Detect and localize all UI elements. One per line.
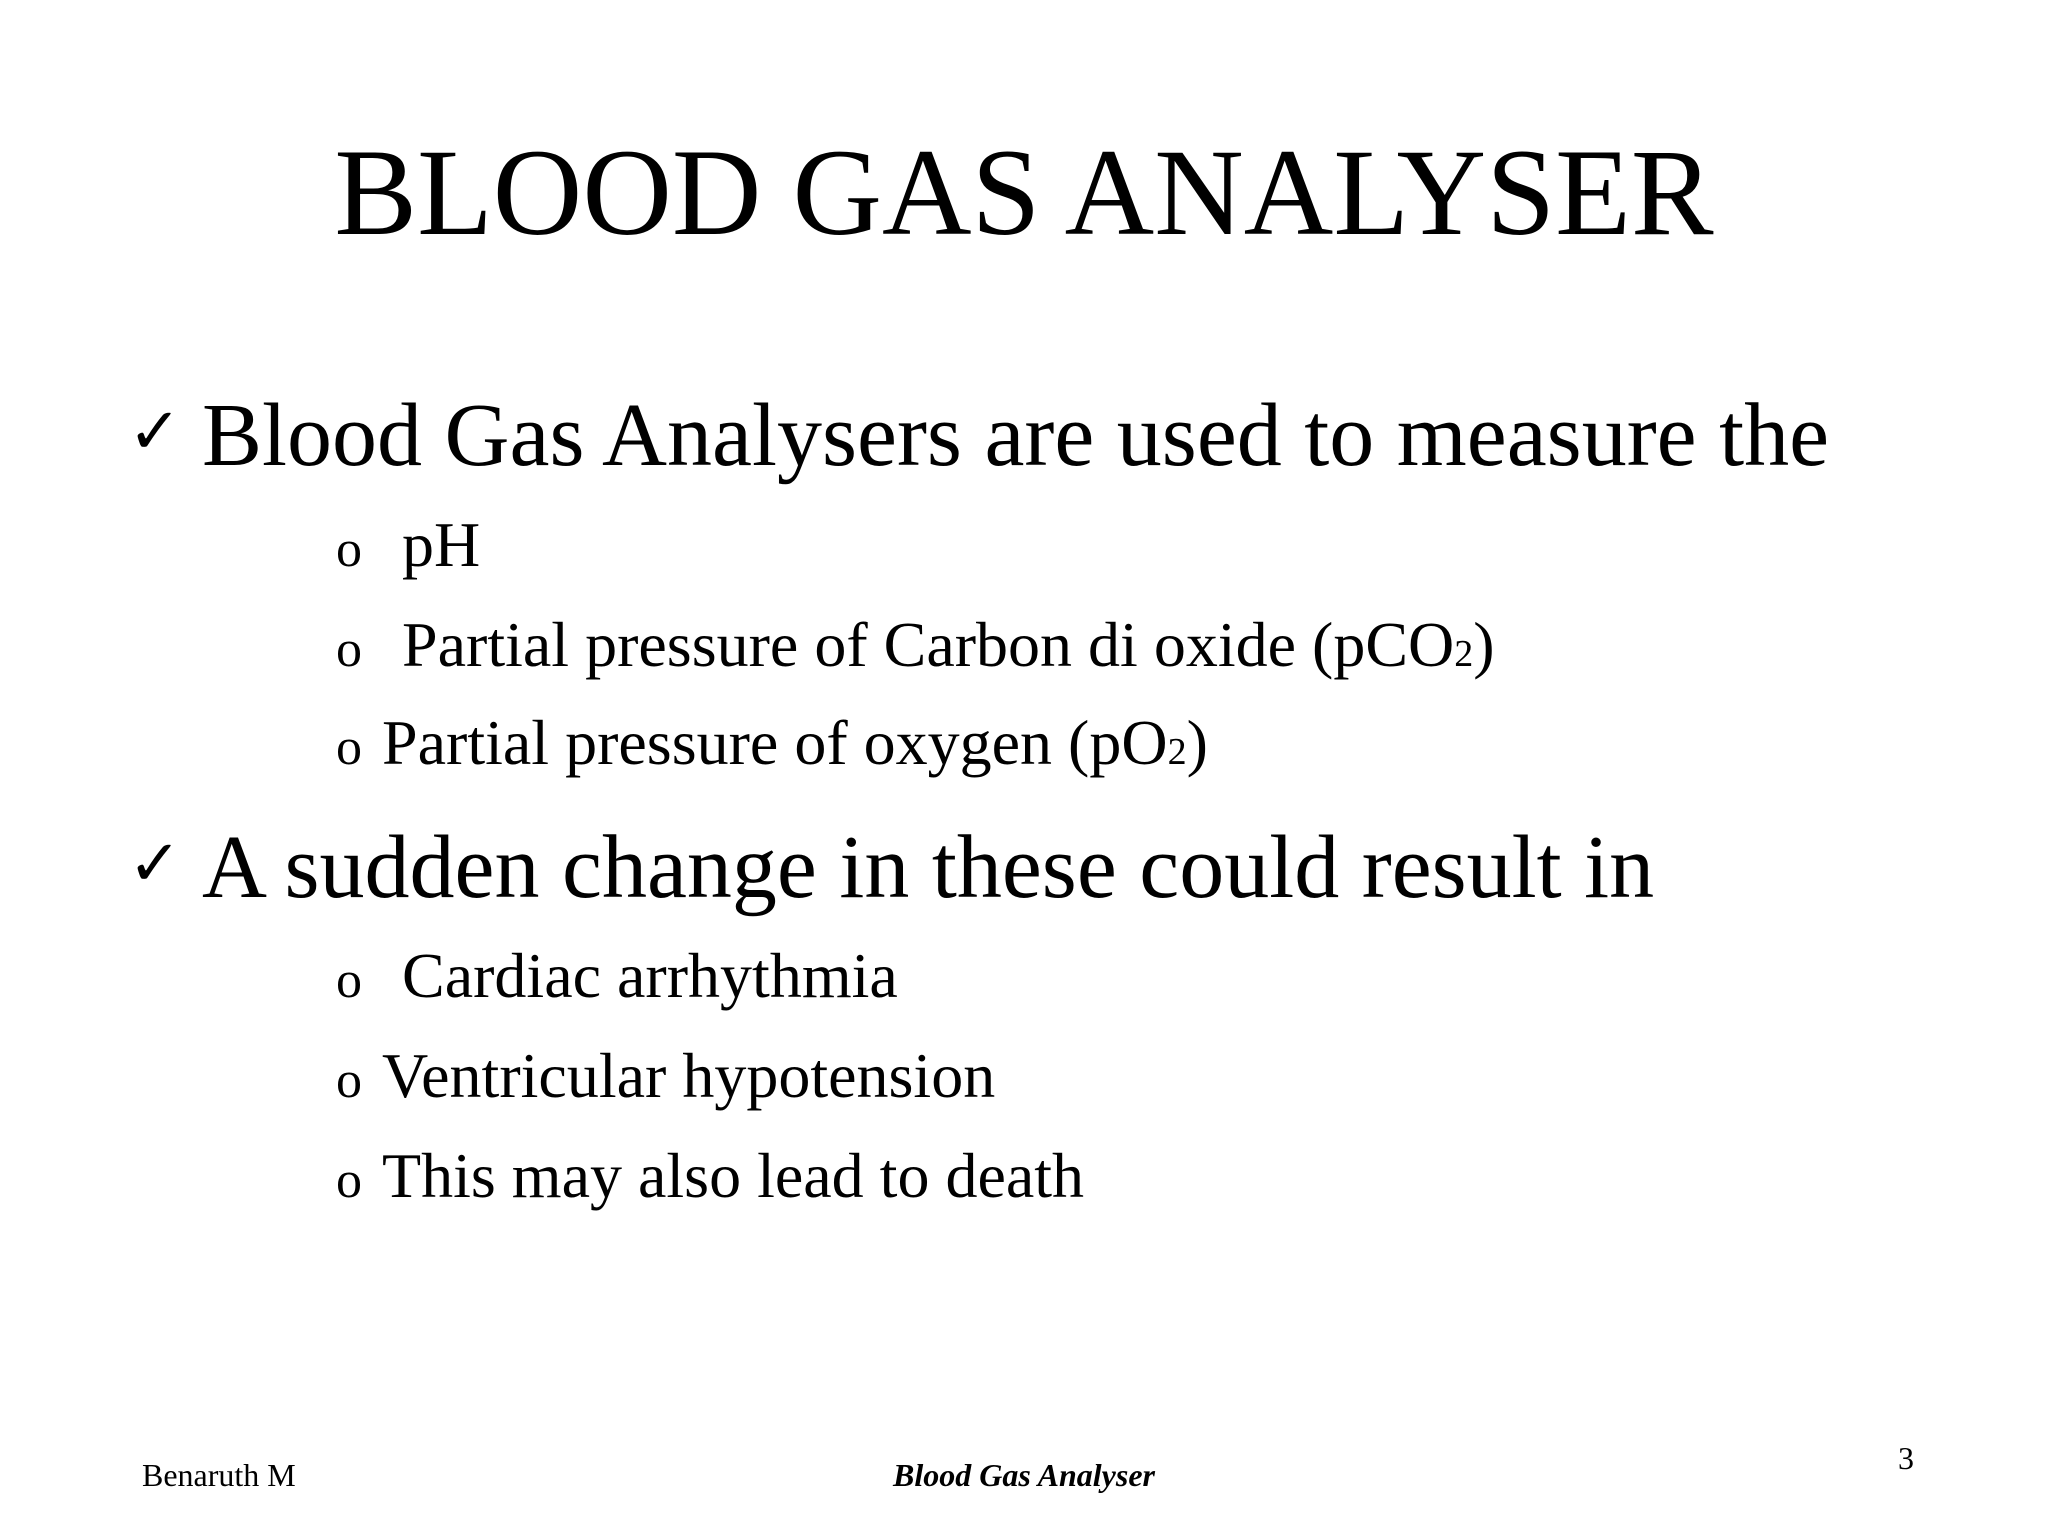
footer-topic: Blood Gas Analyser xyxy=(893,1457,1155,1493)
sub-item-suffix: ) xyxy=(1186,707,1208,778)
sub-item-text: pH xyxy=(402,509,481,580)
bullet-item xyxy=(128,814,1654,918)
footer-author: Benaruth M xyxy=(142,1457,296,1493)
check-icon: ✓ xyxy=(128,396,182,467)
subscript: 2 xyxy=(1167,731,1187,773)
sub-item xyxy=(336,1138,1084,1219)
circle-bullet-icon: o xyxy=(336,952,362,1009)
bullet-text: Blood Gas Analysers are used to measure the xyxy=(202,386,1830,485)
sub-item-suffix: ) xyxy=(1473,609,1495,680)
circle-bullet-icon: o xyxy=(336,521,362,578)
circle-bullet-icon: o xyxy=(336,621,362,678)
sub-item xyxy=(336,705,1208,790)
page-number: 3 xyxy=(1898,1440,1914,1476)
sub-item-text: Partial pressure of oxygen (pO xyxy=(382,707,1168,778)
slide-title: BLOOD GAS ANALYSER xyxy=(334,124,1714,261)
circle-bullet-icon: o xyxy=(336,1152,362,1209)
sub-item xyxy=(336,1038,995,1119)
sub-item-text: Cardiac arrhythmia xyxy=(402,940,898,1011)
subscript: 2 xyxy=(1454,633,1474,675)
sub-item xyxy=(336,607,1495,692)
bullet-text: A sudden change in these could result in xyxy=(202,818,1655,917)
sub-item xyxy=(336,507,480,588)
circle-bullet-icon: o xyxy=(336,719,362,776)
sub-item-text: This may also lead to death xyxy=(382,1140,1085,1211)
circle-bullet-icon: o xyxy=(336,1052,362,1109)
check-icon: ✓ xyxy=(128,828,182,899)
bullet-item xyxy=(128,382,1829,486)
sub-item xyxy=(336,938,898,1019)
sub-item-text: Partial pressure of Carbon di oxide (pCO xyxy=(402,609,1455,680)
sub-item-text: Ventricular hypotension xyxy=(382,1040,996,1111)
